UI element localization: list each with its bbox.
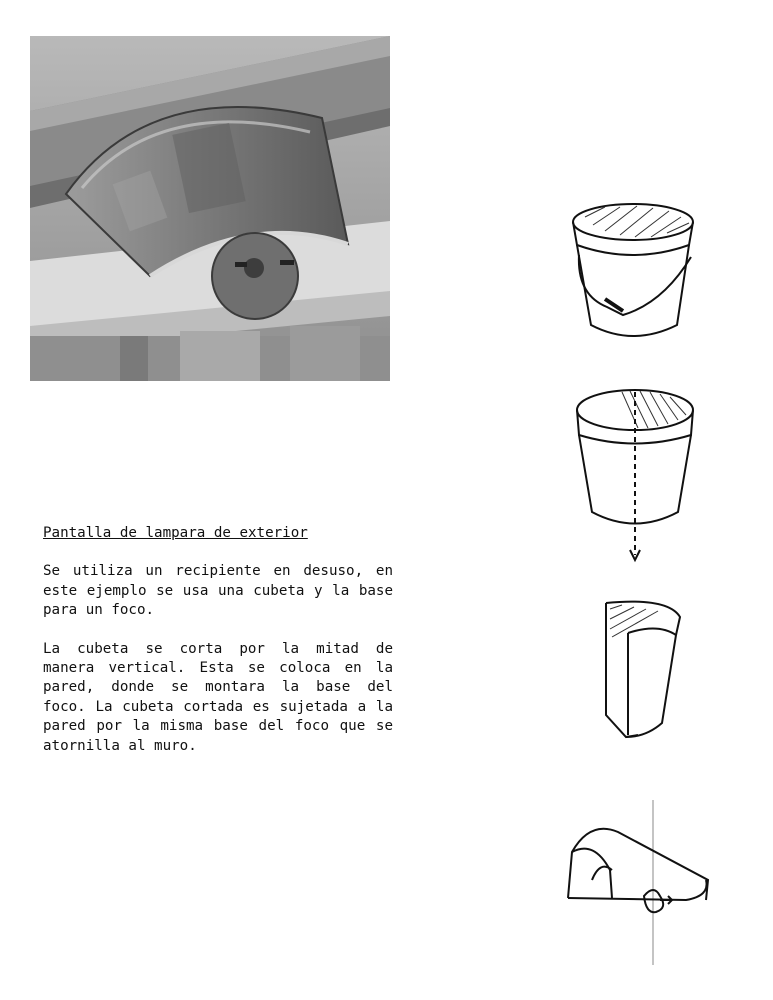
half-bucket-sketch	[598, 595, 688, 745]
bucket-with-handle-sketch	[565, 195, 705, 355]
paragraph-intro: Se utiliza un recipiente en desuso, en este ejemplo se usa una cubeta y la base para un foco.	[43, 563, 393, 619]
description-text	[43, 524, 393, 775]
bucket-cut-line-sketch	[570, 380, 700, 570]
mounted-half-bucket-sketch	[560, 800, 720, 970]
paragraph-steps: La cubeta se corta por la mitad de manera vertical. Esta se coloca en la pared, donde se montara la base del foco. La cubeta cortada es sujetada a la pared por la misma base del foco que se atornilla al muro.	[43, 640, 393, 754]
lamp-shade-photo	[30, 36, 390, 381]
section-heading: Pantalla de lampara de exterior	[43, 525, 308, 541]
